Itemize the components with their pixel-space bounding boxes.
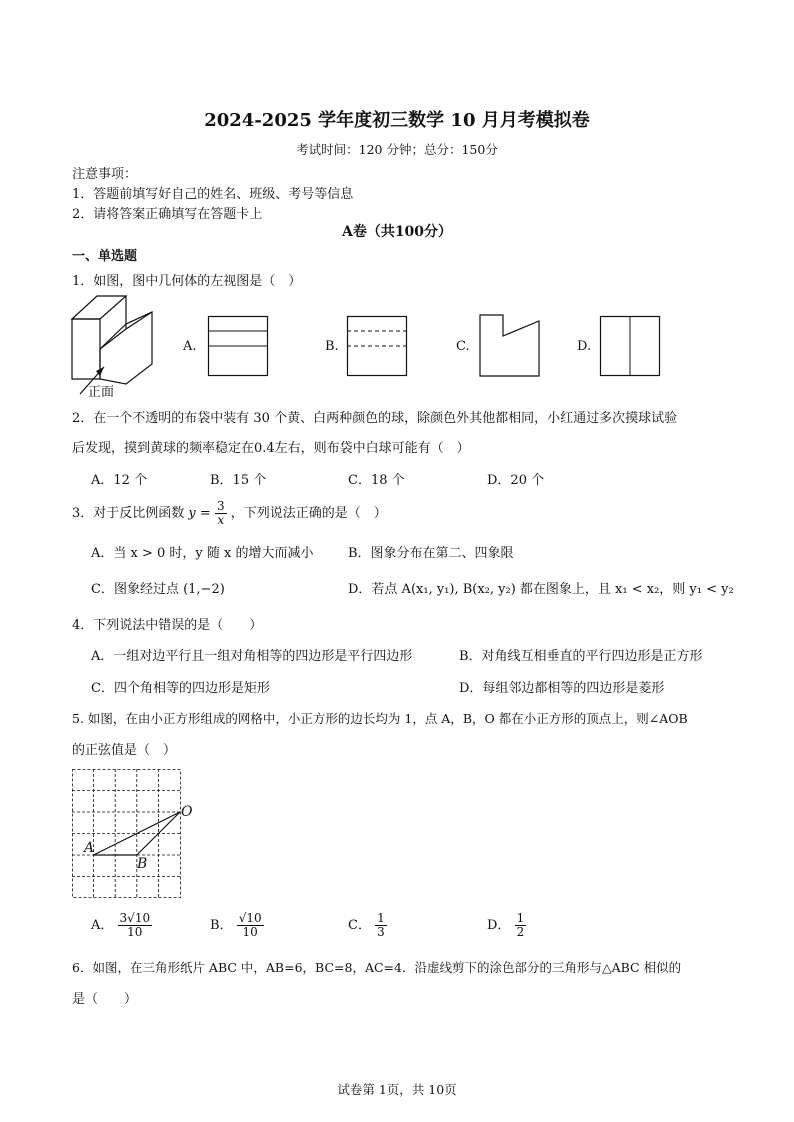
frac-den: 10 bbox=[127, 925, 143, 939]
section-heading: A卷（共100分） bbox=[341, 224, 453, 240]
option: B．15 个 bbox=[210, 473, 267, 488]
option-d-figure bbox=[600, 316, 660, 376]
function-lhs: y = bbox=[188, 506, 211, 521]
frac-num: 3√10 bbox=[119, 911, 151, 925]
option-fraction bbox=[118, 912, 153, 939]
option-fraction bbox=[515, 912, 527, 939]
option-b-figure bbox=[347, 316, 407, 376]
page-footer: 试卷第 1页，共 10页 bbox=[337, 1082, 457, 1097]
notice-item: 2．请将答案正确填写在答题卡上 bbox=[72, 207, 263, 222]
option-label: B. bbox=[325, 339, 339, 354]
question-stem: 是（ ） bbox=[72, 992, 138, 1007]
question-stem: 2．在一个不透明的布袋中装有 30 个黄、白两种颜色的球，除颜色外其他都相同，小红通过多次摸球试验 bbox=[72, 411, 678, 426]
option-fraction bbox=[375, 912, 387, 939]
front-label: 正面 bbox=[88, 385, 115, 400]
frac-num: 1 bbox=[516, 911, 525, 925]
option: B．对角线互相垂直的平行四边形是正方形 bbox=[459, 649, 703, 664]
option: D．20 个 bbox=[487, 473, 545, 488]
option-c-figure bbox=[479, 314, 543, 378]
frac-den: 2 bbox=[516, 925, 525, 939]
option: C．四个角相等的四边形是矩形 bbox=[91, 681, 270, 696]
question-stem: 4．下列说法中错误的是（ ） bbox=[72, 618, 263, 633]
question-stem: 的正弦值是（ ） bbox=[72, 743, 177, 758]
question-stem: 1．如图，图中几何体的左视图是（ ） bbox=[72, 274, 302, 289]
grid-figure bbox=[72, 769, 182, 899]
stem-text: ，下列说法正确的是（ ） bbox=[230, 506, 387, 521]
frac-num: 1 bbox=[377, 911, 385, 925]
question-stem: 后发现，摸到黄球的频率稳定在0.4左右，则布袋中白球可能有（ ） bbox=[72, 441, 470, 456]
exam-info: 考试时间：120 分钟；总分：150分 bbox=[296, 142, 498, 157]
option bbox=[91, 912, 152, 939]
frac-den: 3 bbox=[377, 925, 385, 939]
frac-num: 3 bbox=[216, 499, 225, 513]
function-fraction bbox=[215, 500, 227, 527]
option: C．18 个 bbox=[348, 473, 405, 488]
option-letter: C． bbox=[348, 918, 371, 933]
option: D．每组邻边都相等的四边形是菱形 bbox=[459, 681, 665, 696]
frac-num: √10 bbox=[238, 911, 262, 925]
option: A．当 x > 0 时，y 随 x 的增大而减小 bbox=[91, 546, 314, 561]
part-heading: 一、单选题 bbox=[72, 249, 138, 264]
point-label-a: A bbox=[84, 840, 95, 856]
question-stem: 5. 如图，在由小正方形组成的网格中，小正方形的边长均为 1，点 A，B，O 都在小正方形的顶点上，则∠AOB bbox=[72, 711, 688, 726]
point-label-b: B bbox=[137, 856, 148, 872]
frac-den: 10 bbox=[242, 925, 258, 939]
option-label: C. bbox=[456, 339, 470, 354]
option: B．图象分布在第二、四象限 bbox=[348, 546, 514, 561]
stem-text: 3．对于反比例函数 bbox=[72, 506, 185, 521]
solid-figure bbox=[70, 294, 160, 399]
option-a-figure bbox=[208, 316, 268, 376]
option-letter: B． bbox=[210, 918, 233, 933]
option: A．一组对边平行且一组对角相等的四边形是平行四边形 bbox=[91, 649, 413, 664]
point-label-o: O bbox=[181, 804, 193, 820]
question-stem: 6．如图，在三角形纸片 ABC 中，AB=6，BC=8，AC=4．沿虚线剪下的涂色部分的三角形与△ABC 相似的 bbox=[72, 960, 682, 975]
option-fraction bbox=[237, 912, 264, 939]
frac-den: x bbox=[217, 513, 225, 527]
notice-item: 1．答题前填写好自己的姓名、班级、考号等信息 bbox=[72, 187, 354, 202]
option: A．12 个 bbox=[91, 473, 148, 488]
option-letter: A． bbox=[91, 918, 114, 933]
option-label: D. bbox=[577, 339, 592, 354]
question-stem bbox=[72, 500, 387, 527]
notice-heading: 注意事项： bbox=[72, 167, 138, 182]
option: D．若点 A(x₁, y₁), B(x₂, y₂) 都在图象上，且 x₁ < x₂，则 y₁ < y₂ bbox=[348, 582, 734, 597]
option bbox=[348, 912, 387, 939]
option bbox=[210, 912, 264, 939]
page-title: 2024-2025 学年度初三数学 10 月月考模拟卷 bbox=[204, 110, 590, 131]
option-label: A. bbox=[183, 339, 197, 354]
option: C．图象经过点 (1,−2) bbox=[91, 582, 225, 597]
option bbox=[487, 912, 526, 939]
option-letter: D． bbox=[487, 918, 511, 933]
